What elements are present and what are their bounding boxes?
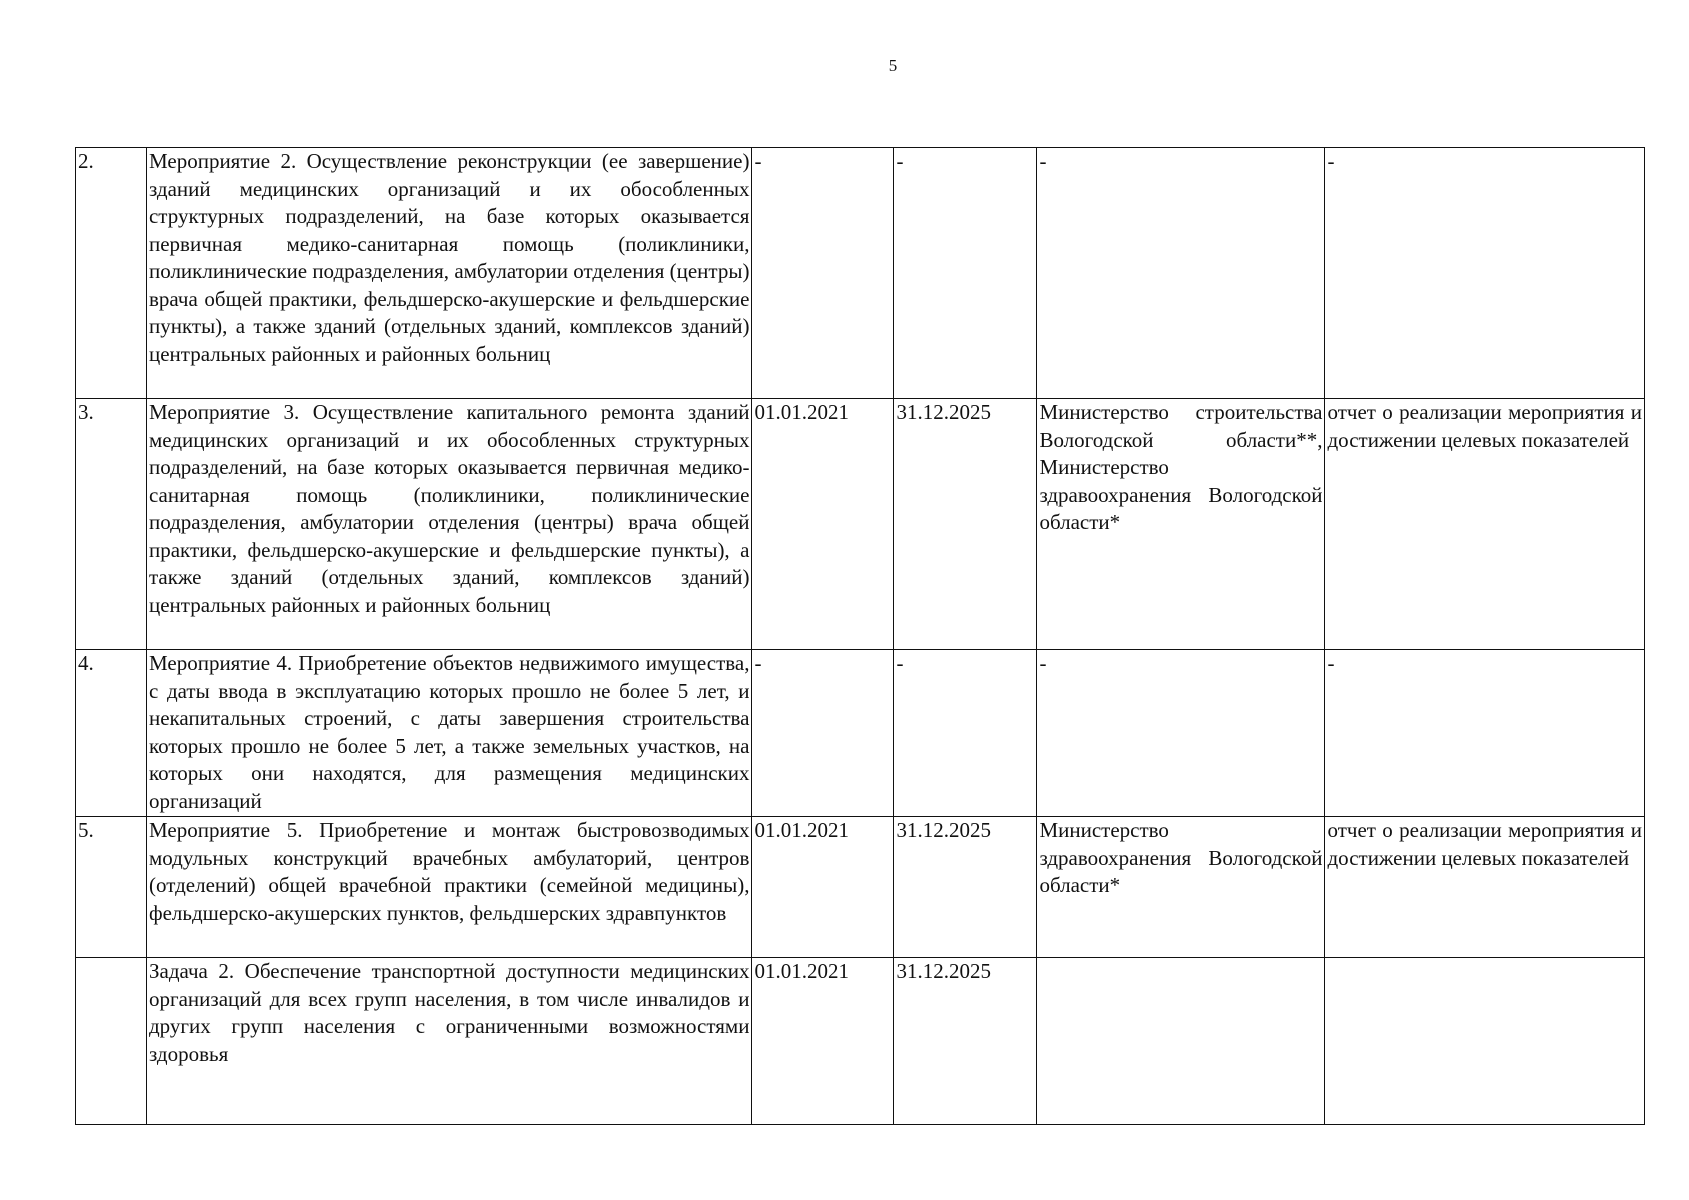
end-date-cell [894, 148, 1037, 399]
table-row [76, 650, 1645, 817]
activity-name: Мероприятие 5. Приобретение и монтаж быстровозводимых модульных конструкций врачебных амбулаторий, центров (отделений) общей врачебной практики (семейной медицины), фельдшерско-акушерских пунктов, фельдшерских здравпунктов [148, 818, 750, 925]
end-date: 31.12.2025 [896, 400, 991, 424]
end-date: - [896, 149, 904, 173]
table-row [76, 399, 1645, 650]
responsible-executor: - [1039, 651, 1047, 675]
end-date-cell [894, 650, 1037, 817]
end-date: 31.12.2025 [896, 818, 991, 842]
activity-name: Мероприятие 3. Осуществление капитального ремонта зданий медицинских организаций и их обособленных структурных подразделений, на базе которых оказывается первичная медико-санитарная помощь (поликлиники, поликлинические подразделения, амбулатории отделения (центры) врача общей практики, фельдшерско-акушерские и фельдшерские пункты), а также зданий (отдельных зданий, комплексов зданий) центральных районных и районных больниц [148, 400, 750, 617]
end-date: 31.12.2025 [896, 959, 991, 983]
start-date: 01.01.2021 [754, 959, 849, 983]
end-date-cell [894, 958, 1037, 1125]
activity-name-cell [146, 650, 751, 817]
row-number-cell [76, 817, 147, 958]
result-cell [1325, 148, 1645, 399]
row-number: 4. [78, 651, 94, 675]
activity-name: Мероприятие 4. Приобретение объектов недвижимого имущества, с даты ввода в эксплуатацию которых прошло не более 5 лет, и некапитальных строений, с даты завершения строительства которых прошло не более 5 лет, а также земельных участков, на которых они находятся, для размещения медицинских организаций [148, 651, 750, 813]
table-row [76, 958, 1645, 1125]
result-cell [1325, 958, 1645, 1125]
start-date-cell [752, 399, 894, 650]
responsible-cell [1037, 148, 1325, 399]
start-date: - [754, 149, 762, 173]
start-date-cell [752, 817, 894, 958]
start-date: - [754, 651, 762, 675]
responsible-executor: Министерство здравоохранения Вологодской области* [1039, 818, 1323, 897]
row-number-cell [76, 399, 147, 650]
expected-result: - [1327, 651, 1335, 675]
end-date-cell [894, 817, 1037, 958]
start-date-cell [752, 650, 894, 817]
start-date-cell [752, 958, 894, 1125]
row-number-cell [76, 650, 147, 817]
expected-result: - [1327, 149, 1335, 173]
responsible-cell [1037, 958, 1325, 1125]
end-date-cell [894, 399, 1037, 650]
page-number: 5 [888, 56, 898, 75]
responsible-cell [1037, 817, 1325, 958]
activities-table [75, 147, 1645, 1125]
row-number: 3. [78, 400, 94, 424]
expected-result: отчет о реализации мероприятия и достижении целевых показателей [1327, 400, 1642, 452]
start-date-cell [752, 148, 894, 399]
start-date: 01.01.2021 [754, 400, 849, 424]
table-row [76, 148, 1645, 399]
row-number: 2. [78, 149, 94, 173]
activity-name: Мероприятие 2. Осуществление реконструкции (ее завершение) зданий медицинских организаций и их обособленных структурных подразделений, на базе которых оказывается первичная медико-санитарная помощь (поликлиники, поликлинические подразделения, амбулатории отделения (центры) врача общей практики, фельдшерско-акушерские и фельдшерские пункты), а также зданий (отдельных зданий, комплексов зданий) центральных районных и районных больниц [148, 149, 750, 366]
result-cell [1325, 650, 1645, 817]
end-date: - [896, 651, 904, 675]
responsible-executor: Министерство строительства Вологодской области**, Министерство здравоохранения Вологодской области* [1039, 400, 1323, 534]
row-number-cell [76, 958, 147, 1125]
row-number: 5. [78, 818, 94, 842]
expected-result: отчет о реализации мероприятия и достижении целевых показателей [1327, 818, 1642, 870]
activity-name-cell [146, 399, 751, 650]
responsible-cell [1037, 650, 1325, 817]
activity-name-cell [146, 148, 751, 399]
task-name-cell [146, 958, 751, 1125]
result-cell [1325, 817, 1645, 958]
responsible-executor: - [1039, 149, 1047, 173]
activity-name-cell [146, 817, 751, 958]
task-name: Задача 2. Обеспечение транспортной доступности медицинских организаций для всех групп населения, в том числе инвалидов и других групп населения с ограниченными возможностями здоровья [148, 959, 750, 1066]
table-row [76, 817, 1645, 958]
responsible-cell [1037, 399, 1325, 650]
start-date: 01.01.2021 [754, 818, 849, 842]
row-number-cell [76, 148, 147, 399]
result-cell [1325, 399, 1645, 650]
